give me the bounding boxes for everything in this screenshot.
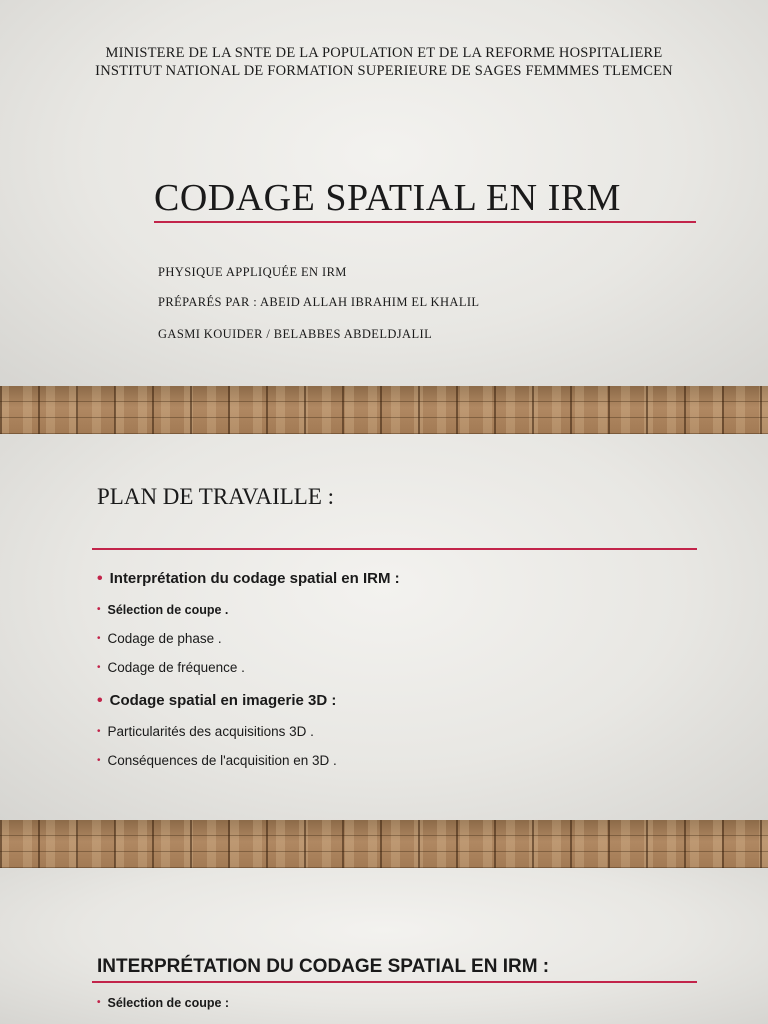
list-item xyxy=(97,724,314,739)
ministry-line-2: INSTITUT NATIONAL DE FORMATION SUPERIEURE DE SAGES FEMMMES TLEMCEN xyxy=(95,63,673,79)
bullet-icon: • xyxy=(97,604,101,615)
bullet-icon: • xyxy=(97,726,101,737)
wood-floor-divider xyxy=(0,820,768,868)
list-item-label: Codage de fréquence . xyxy=(107,660,245,675)
list-item-label: Interprétation du codage spatial en IRM : xyxy=(109,570,400,587)
list-item xyxy=(97,631,222,646)
slide-1 xyxy=(0,0,768,386)
list-item-label: Particularités des acquisitions 3D . xyxy=(107,724,314,739)
subtitle-prepared-by: PRÉPARÉS PAR : ABEID ALLAH IBRAHIM EL KHALIL xyxy=(158,295,480,309)
title-underline xyxy=(154,221,696,223)
title-underline xyxy=(92,548,697,550)
bullet-icon: • xyxy=(97,755,101,766)
wood-floor-divider xyxy=(0,386,768,434)
slide-3-title: INTERPRÉTATION DU CODAGE SPATIAL EN IRM : xyxy=(97,956,550,977)
bullet-icon: • xyxy=(97,692,103,709)
bullet-icon: • xyxy=(97,570,103,587)
bullet-icon: • xyxy=(97,633,101,644)
list-item-label: Codage de phase . xyxy=(107,631,222,646)
subtitle-authors: GASMI KOUIDER / BELABBES ABDELDJALIL xyxy=(158,327,433,341)
ministry-header xyxy=(0,44,768,80)
list-item-label: Sélection de coupe : xyxy=(107,996,230,1010)
ministry-line-1: MINISTERE DE LA SNTE DE LA POPULATION ET DE LA REFORME HOSPITALIERE xyxy=(105,45,663,61)
title-underline xyxy=(92,981,697,983)
list-item-label: Conséquences de l'acquisition en 3D . xyxy=(107,753,337,768)
list-item xyxy=(97,570,400,588)
list-item xyxy=(97,660,245,675)
list-item xyxy=(97,692,336,710)
list-item xyxy=(97,753,337,768)
slide-2-title: PLAN DE TRAVAILLE : xyxy=(97,484,335,509)
list-item xyxy=(97,996,229,1010)
slide-3 xyxy=(0,868,768,1024)
slide-1-title: CODAGE SPATIAL EN IRM xyxy=(154,177,621,219)
bullet-icon: • xyxy=(97,662,101,673)
list-item-label: Codage spatial en imagerie 3D : xyxy=(109,692,337,709)
list-item xyxy=(97,603,228,617)
bullet-icon: • xyxy=(97,997,101,1008)
slide-2 xyxy=(0,434,768,820)
subtitle-course: PHYSIQUE APPLIQUÉE EN IRM xyxy=(158,265,347,279)
list-item-label: Sélection de coupe . xyxy=(107,603,229,617)
